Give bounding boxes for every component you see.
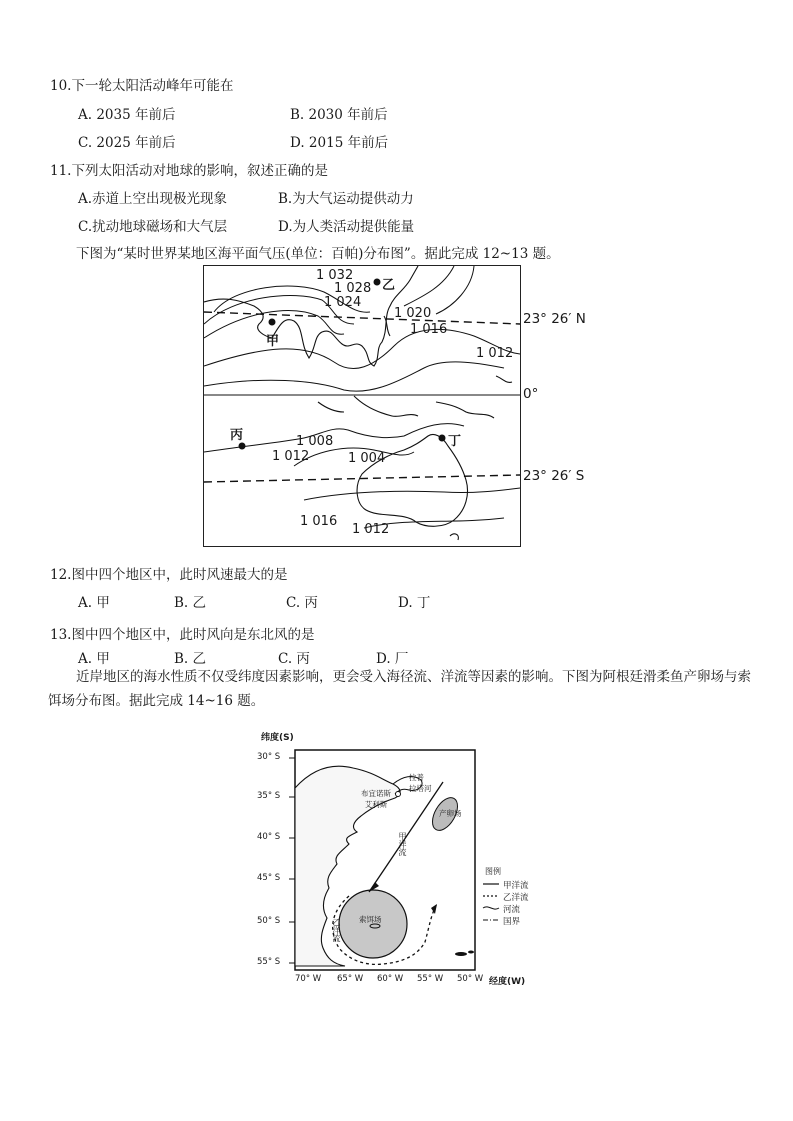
lat-tick: 40° S [257,832,281,842]
q12-option-c: C. 丙 [286,595,318,611]
legend-item: 国界 [503,917,521,927]
lat-tick: 30° S [257,752,281,762]
legend-item: 甲洋流 [503,881,529,891]
isobar-label: 1 024 [324,295,362,310]
lat-tick: 45° S [257,873,281,883]
lat-tick: 50° S [257,916,281,926]
lon-tick: 70° W [295,974,322,984]
tropic-of-capricorn-line [204,475,520,482]
q12-option-d: D. 丁 [398,595,431,611]
place-yi-marker [374,279,381,286]
lat-label-south: 23° 26′ S [523,468,585,484]
legend-title: 图例 [485,867,501,876]
squid-map-drawing [253,728,533,973]
q12-option-a: A. 甲 [78,595,110,611]
legend-river-symbol [483,907,499,909]
q11-option-c: C.扰动地球磁场和大气层 [78,219,228,235]
isobar-label: 1 016 [410,322,448,337]
isobar-label: 1 012 [272,449,310,464]
place-bing-label: 丙 [230,428,244,443]
lon-tick: 60° W [377,974,404,984]
isobar-label: 1 020 [394,306,432,321]
legend-item: 乙洋流 [503,893,529,903]
lat-label-equator: 0° [523,386,539,402]
pressure-map [203,265,521,547]
lat-tick: 55° S [257,957,281,967]
lat-label-north: 23° 26′ N [523,311,586,327]
isobar-label: 1 016 [300,514,338,529]
q11-option-b: B.为大气运动提供动力 [278,191,414,207]
current-b-label: 乙洋流 [332,918,341,942]
place-yi-label: 乙 [382,278,396,293]
buenos-aires-marker [396,792,401,797]
lon-tick: 50° W [457,974,484,984]
place-jia-label: 甲 [266,334,280,349]
place-ding-label: 丁 [448,434,462,449]
q10-option-c: C. 2025 年前后 [78,135,176,151]
map2-x-title: 经度(W) [489,977,526,987]
lon-tick: 65° W [337,974,364,984]
q13-option-d: D. 厂 [376,651,409,667]
q10-stem: 10.下一轮太阳活动峰年可能在 [50,78,234,94]
intro-12-13: 下图为“某时世界某地区海平面气压(单位：百帕)分布图”。据此完成 12~13 题。 [76,246,560,262]
place-jia-marker [269,319,276,326]
current-a-label: 甲洋流 [398,832,407,856]
squid-grounds-map [253,728,533,988]
place-bing-marker [239,443,246,450]
island [455,952,467,956]
legend-item: 河流 [503,905,521,915]
q13-option-a: A. 甲 [78,651,110,667]
city-label: 布宜诺斯 艾利斯 [361,789,391,809]
q11-stem: 11.下列太阳活动对地球的影响，叙述正确的是 [50,163,328,179]
q13-option-c: C. 丙 [278,651,310,667]
q10-option-a: A. 2035 年前后 [78,107,176,123]
isobar-label: 1 004 [348,451,386,466]
tropic-of-cancer-line [204,312,520,324]
q11-option-a: A.赤道上空出现极光现象 [78,191,228,207]
q11-option-d: D.为人类活动提供能量 [278,219,415,235]
pressure-map-drawing [204,266,520,546]
island [468,951,474,954]
lon-tick: 55° W [417,974,444,984]
intro-14-16: 近岸地区的海水性质不仅受纬度因素影响，更会受入海径流、洋流等因素的影响。下图为阿根廷滑柔鱼产卵场与索饵场分布图。据此完成 14~16 题。 [48,669,751,709]
q13-stem: 13.图中四个地区中，此时风向是东北风的是 [50,627,315,643]
q12-option-b: B. 乙 [174,595,207,611]
map2-y-title: 纬度(S) [261,733,294,743]
q10-option-d: D. 2015 年前后 [290,135,389,151]
isobar-label: 1 012 [476,346,514,361]
q10-option-b: B. 2030 年前后 [290,107,388,123]
current-b-arrowhead [431,904,437,914]
isobar-label: 1 012 [352,522,390,537]
q12-stem: 12.图中四个地区中，此时风速最大的是 [50,567,288,583]
spawning-ground-label: 产卵场 [439,809,462,818]
isobar-label: 1 028 [334,281,372,296]
place-ding-marker [439,435,446,442]
lat-tick: 35° S [257,791,281,801]
river-label: 拉普 拉塔河 [409,773,432,793]
feeding-ground-label: 索饵场 [359,915,382,924]
isobar-label: 1 008 [296,434,334,449]
isobar-label: 1 032 [316,268,354,283]
map2-lat-ticks [289,758,295,963]
q13-option-b: B. 乙 [174,651,207,667]
